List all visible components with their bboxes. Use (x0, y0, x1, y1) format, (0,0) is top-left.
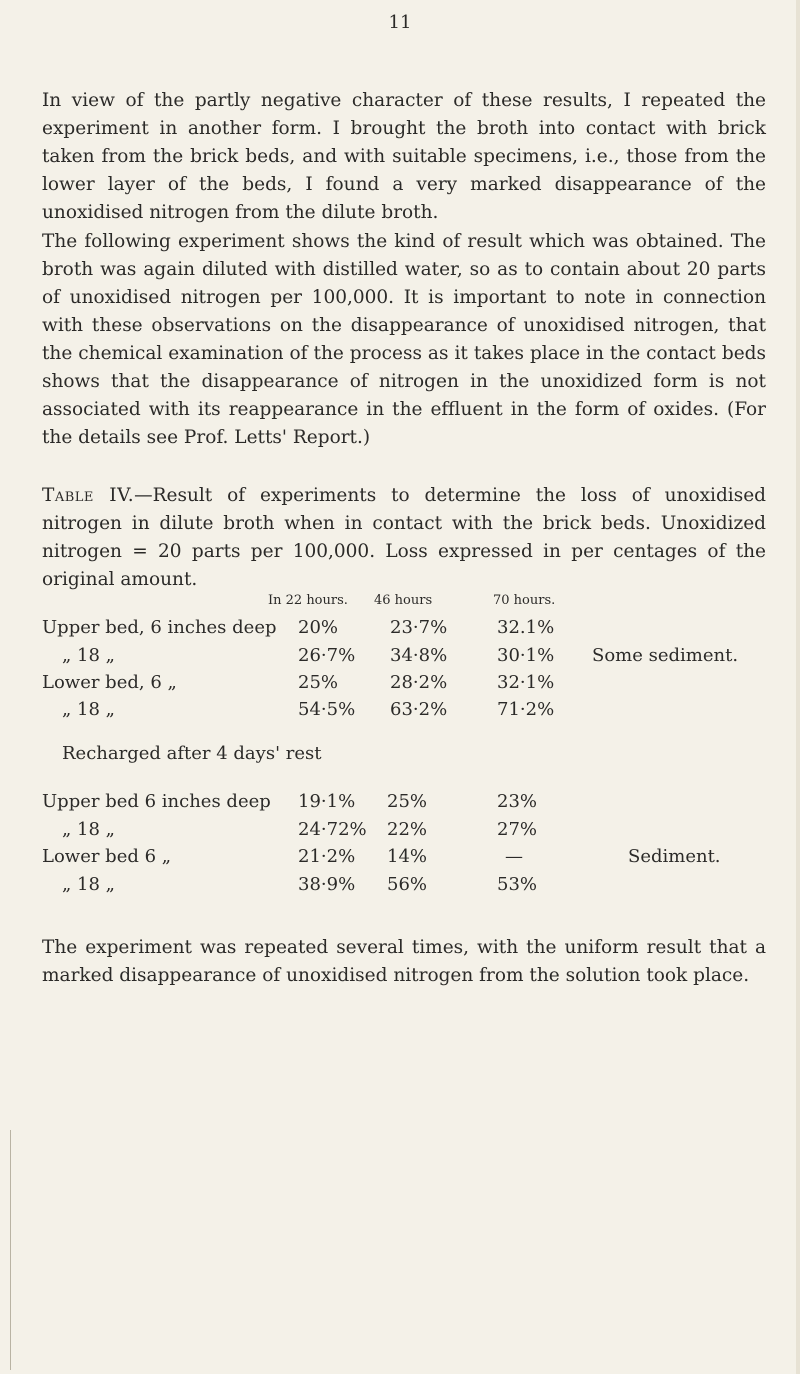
table-cell: 38·9% (298, 874, 356, 895)
table-note: Some sediment. (592, 645, 739, 666)
table-cell: 14% (387, 846, 428, 867)
page-edge (796, 0, 800, 1374)
table-caption (42, 482, 766, 594)
column-header-22h: In 22 hours. (268, 593, 348, 608)
table-cell: 63·2% (390, 699, 448, 720)
table-note: Sediment. (628, 846, 721, 867)
table-caption-text: —Result of experiments to determine the loss of unoxidised nitrogen in dilute broth when in contact with the brick beds. Unoxidized nitrogen = 20 parts per 100,000. Loss expressed in per centages of the original amount. (42, 484, 766, 590)
table-cell: 27% (497, 819, 538, 840)
table-cell: 28·2% (390, 672, 448, 693)
row-label: „ 18 „ (62, 645, 115, 666)
row-label: „ 18 „ (62, 819, 115, 840)
page-number: 11 (388, 12, 412, 33)
column-header-70h: 70 hours. (493, 593, 556, 608)
table-cell: 32·1% (497, 672, 555, 693)
row-label: Lower bed 6 „ (42, 846, 172, 867)
margin-rule (10, 1130, 11, 1370)
row-label: Upper bed, 6 inches deep (42, 617, 277, 638)
paragraph-conclusion: The experiment was repeated several times, with the uniform result that a marked disappearance of unoxidised nitrogen from the solution took place. (42, 936, 766, 986)
table-cell: 30·1% (497, 645, 555, 666)
paragraph-experiment: The following experiment shows the kind of result which was obtained. The broth was again diluted with distilled water, so as to contain about 20 parts of unoxidised nitrogen per 100,000. It is important to note in connection with these observations on the disappearance of unoxidised nitrogen, that the chemical examination of the process as it takes place in the contact beds shows that the disappearance of nitrogen in the unoxidized form is not associated with its reappearance in the effluent in the form of oxides. (For the details see Prof. Letts' Report.) (42, 230, 766, 448)
table-cell: 19·1% (298, 791, 356, 812)
table-cell: — (505, 846, 523, 867)
table-cell: 25% (298, 672, 339, 693)
table-cell: 22% (387, 819, 428, 840)
table-cell: 26·7% (298, 645, 356, 666)
recharged-label: Recharged after 4 days' rest (62, 743, 322, 764)
row-label: Lower bed, 6 „ (42, 672, 177, 693)
row-label: Upper bed 6 inches deep (42, 791, 271, 812)
table-cell: 53% (497, 874, 538, 895)
row-label: „ 18 „ (62, 699, 115, 720)
table-cell: 20% (298, 617, 339, 638)
table-cell: 24·72% (298, 819, 367, 840)
table-cell: 21·2% (298, 846, 356, 867)
row-label: „ 18 „ (62, 874, 115, 895)
table-cell: 23% (497, 791, 538, 812)
column-header-46h: 46 hours (374, 593, 433, 608)
table-cell: 71·2% (497, 699, 555, 720)
paragraph-intro: In view of the partly negative character of these results, I repeated the experiment in another form. I brought the broth into contact with brick taken from the brick beds, and with suitable specimens, i.e., those from the lower layer of the beds, I found a very marked disappearance of the unoxidised nitrogen from the dilute broth. (42, 89, 766, 223)
table-cell: 56% (387, 874, 428, 895)
table-cell: 34·8% (390, 645, 448, 666)
table-caption-label: Table IV. (42, 484, 135, 506)
table-cell: 54·5% (298, 699, 356, 720)
table-cell: 25% (387, 791, 428, 812)
table-cell: 32.1% (497, 617, 555, 638)
table-cell: 23·7% (390, 617, 448, 638)
